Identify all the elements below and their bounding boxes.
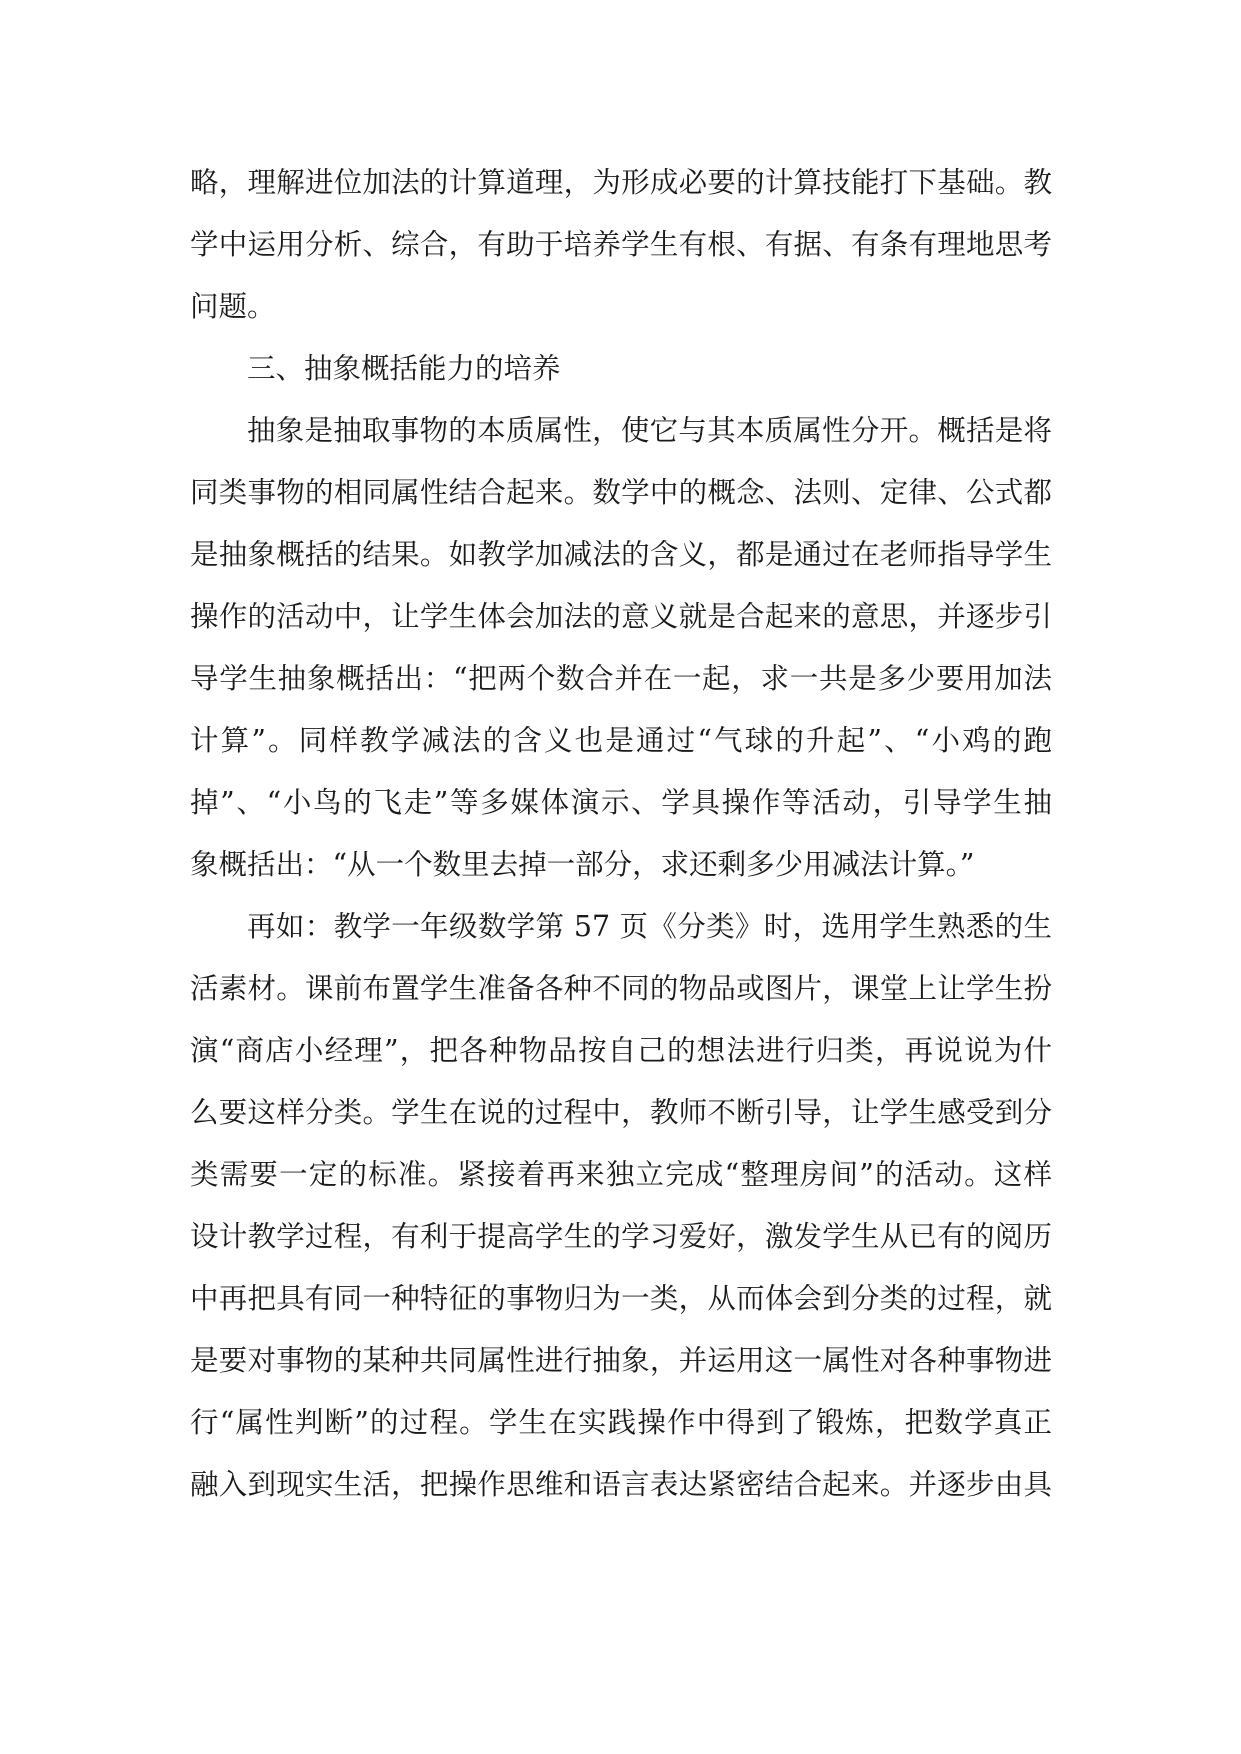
- text-line: 行“属性判断”的过程。学生在实践操作中得到了锻炼，把数学真正: [190, 1406, 1052, 1439]
- text-line: 演“商店小经理”，把各种物品按自己的想法进行归类，再说说为什: [190, 1034, 1052, 1067]
- text-line: 同类事物的相同属性结合起来。数学中的概念、法则、定律、公式都: [190, 476, 1052, 509]
- text-line: 计算”。同样教学减法的含义也是通过“气球的升起”、“小鸡的跑: [190, 724, 1052, 757]
- text-line: 是抽象概括的结果。如教学加减法的含义，都是通过在老师指导学生: [190, 538, 1052, 571]
- text-line: 设计教学过程，有利于提高学生的学习爱好，激发学生从已有的阅历: [190, 1220, 1052, 1253]
- text-line: 抽象是抽取事物的本质属性，使它与其本质属性分开。概括是将: [247, 414, 1052, 447]
- body-text: [190, 152, 1052, 1516]
- text-line: 掉”、“小鸟的飞走”等多媒体演示、学具操作等活动，引导学生抽: [190, 786, 1052, 819]
- section-heading: 三、抽象概括能力的培养: [247, 352, 561, 385]
- text-line: 问题。: [190, 290, 276, 323]
- text-line: 中再把具有同一种特征的事物归为一类，从而体会到分类的过程，就: [190, 1282, 1052, 1315]
- text-line: 是要对事物的某种共同属性进行抽象，并运用这一属性对各种事物进: [190, 1344, 1052, 1377]
- text-line: 么要这样分类。学生在说的过程中，教师不断引导，让学生感受到分: [190, 1096, 1052, 1129]
- text-line: 略，理解进位加法的计算道理，为形成必要的计算技能打下基础。教: [190, 166, 1052, 199]
- text-line: 融入到现实生活，把操作思维和语言表达紧密结合起来。并逐步由具: [190, 1468, 1052, 1501]
- text-line: 类需要一定的标准。紧接着再来独立完成“整理房间”的活动。这样: [190, 1158, 1052, 1191]
- text-line: 活素材。课前布置学生准备各种不同的物品或图片，课堂上让学生扮: [190, 972, 1052, 1005]
- text-line: 导学生抽象概括出：“把两个数合并在一起，求一共是多少要用加法: [190, 662, 1052, 695]
- text-line: 再如：教学一年级数学第 57 页《分类》时，选用学生熟悉的生: [247, 910, 1052, 943]
- text-line: 学中运用分析、综合，有助于培养学生有根、有据、有条有理地思考: [190, 228, 1052, 261]
- text-line: 象概括出：“从一个数里去掉一部分，求还剩多少用减法计算。”: [190, 848, 975, 881]
- text-line: 操作的活动中，让学生体会加法的意义就是合起来的意思，并逐步引: [190, 600, 1052, 633]
